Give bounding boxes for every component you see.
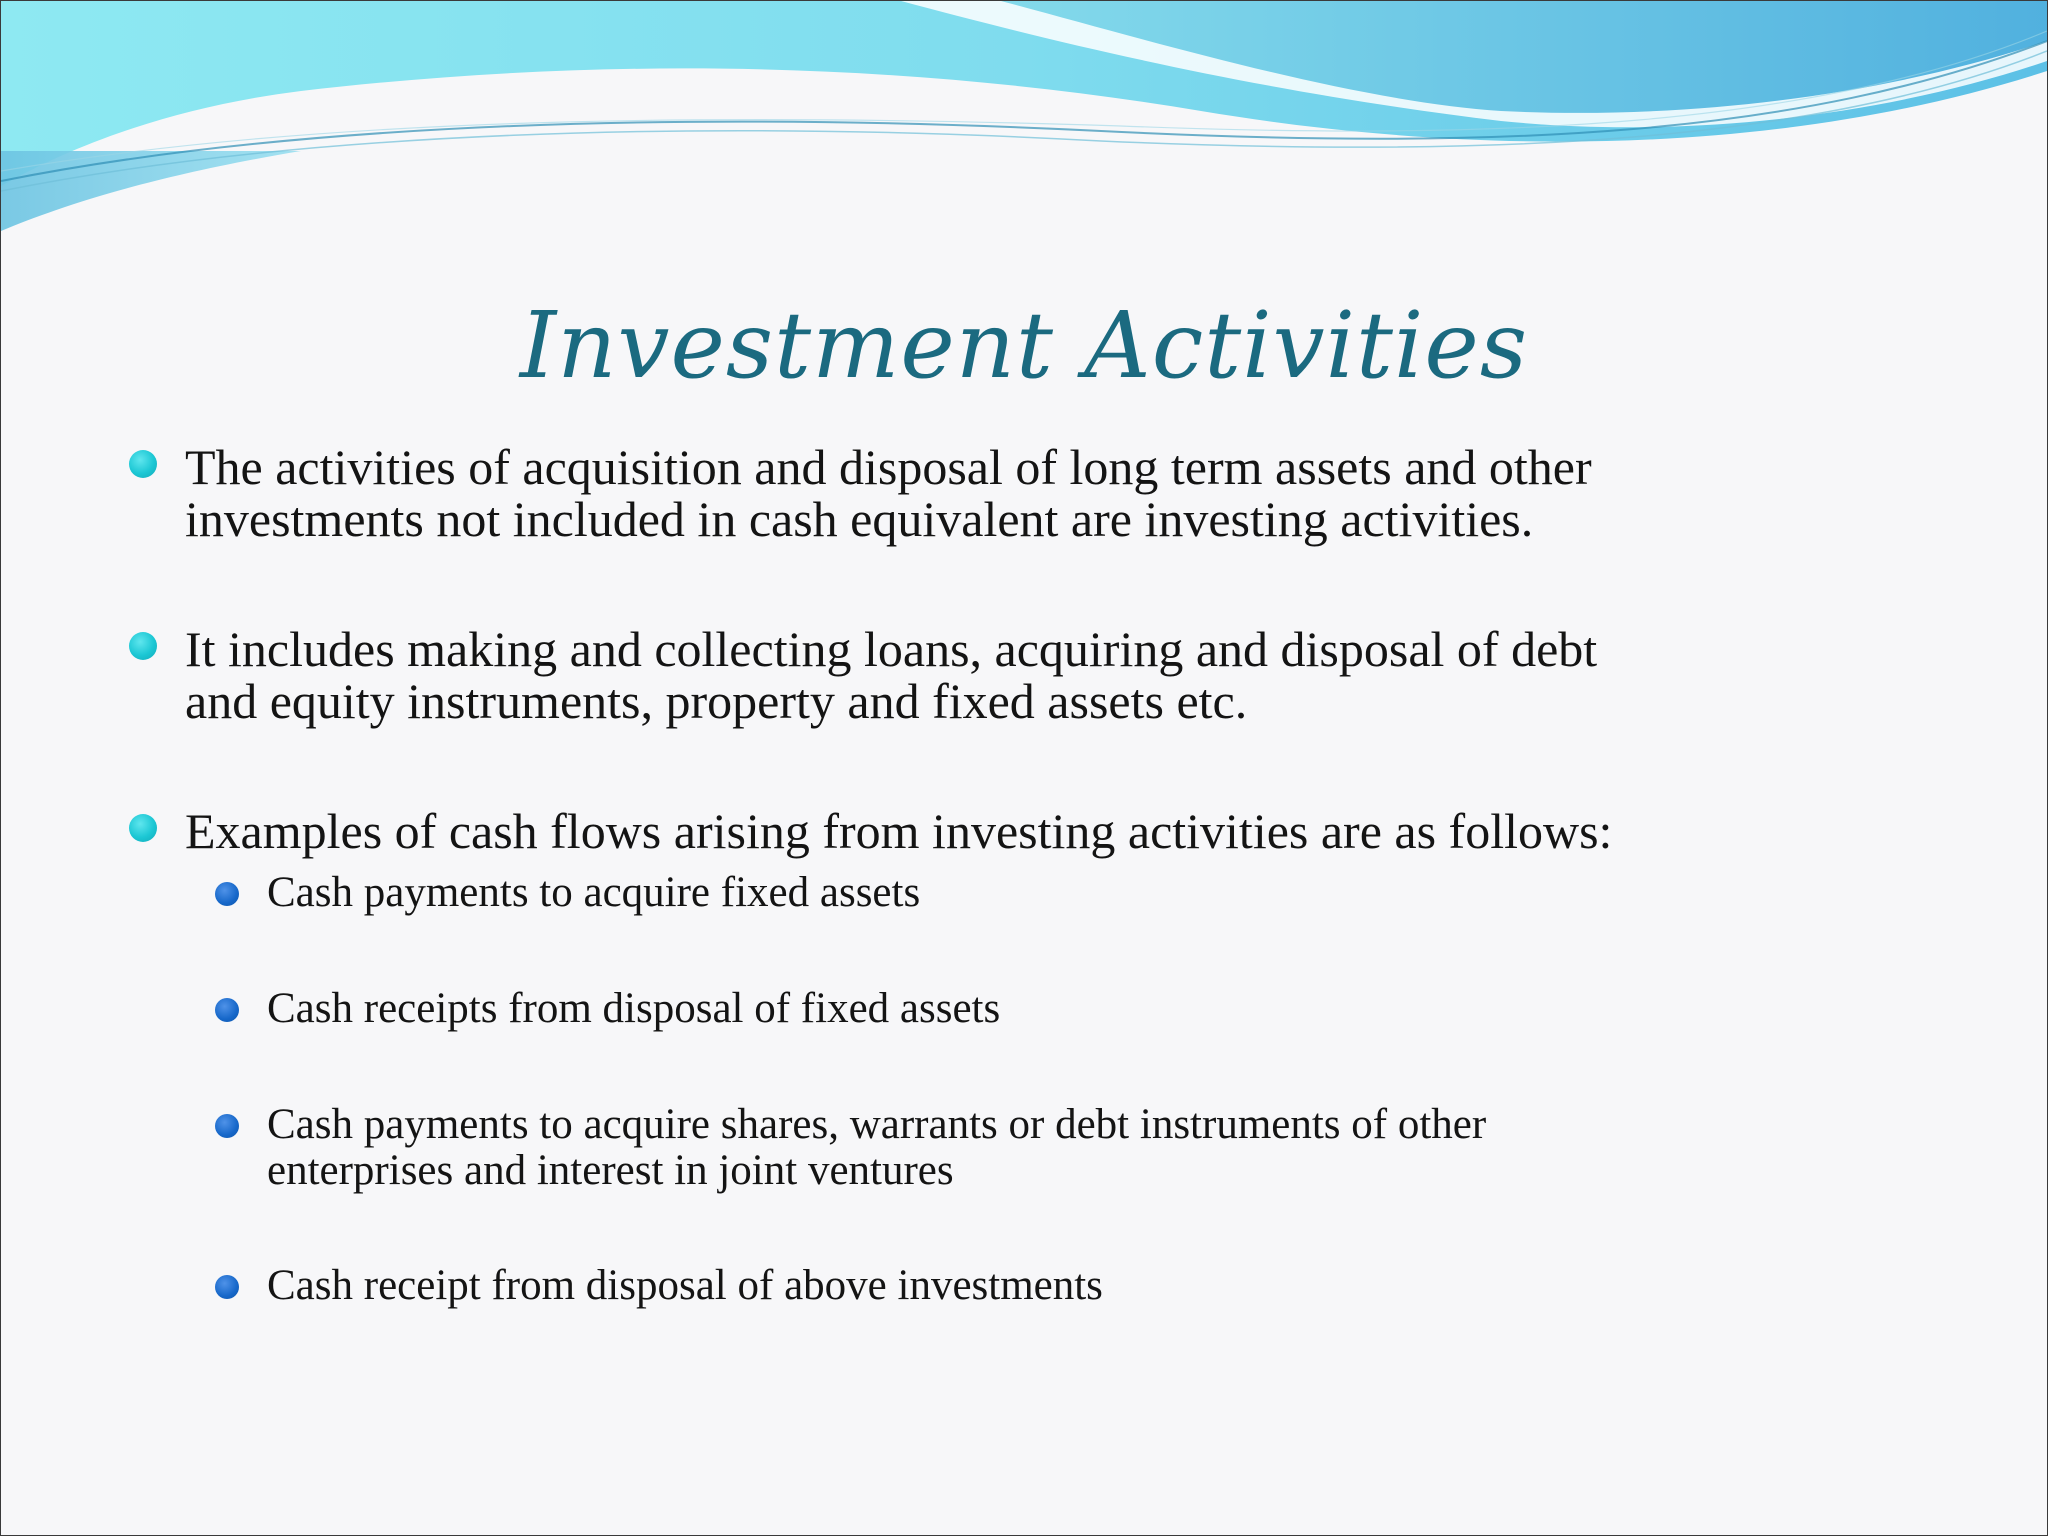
bullet-text-line: The activities of acquisition and disposal of long term assets and other (185, 439, 1592, 495)
sub-bullet-icon (215, 998, 239, 1022)
sub-bullet-text-line: enterprises and interest in joint ventures (267, 1147, 954, 1194)
sub-bullet-text-line: Cash payments to acquire shares, warrants or debt instruments of other (267, 1101, 1487, 1148)
list-item (185, 623, 1885, 727)
bullet-text-line: Examples of cash flows arising from investing activities are as follows: (185, 803, 1613, 859)
slide-title: Investment Activities (519, 292, 1529, 399)
sub-bullet-text-line: Cash receipts from disposal of fixed assets (267, 985, 1001, 1032)
bullet-icon (129, 632, 157, 660)
bullet-icon (129, 814, 157, 842)
list-item (185, 441, 1885, 545)
sub-list-item (267, 870, 1887, 916)
sub-bullet-icon (215, 1114, 239, 1138)
bullet-text-line: investments not included in cash equivalent are investing activities. (185, 491, 1534, 547)
sub-list-item (267, 1102, 1887, 1194)
bullet-list (1, 1, 2047, 1535)
sub-list-item (267, 986, 1887, 1032)
sub-bullet-icon (215, 882, 239, 906)
sub-bullet-text-line: Cash receipt from disposal of above investments (267, 1262, 1103, 1309)
bullet-text-line: and equity instruments, property and fixed assets etc. (185, 673, 1248, 729)
sub-bullet-icon (215, 1275, 239, 1299)
list-item (185, 805, 1885, 857)
sub-list-item (267, 1263, 1887, 1309)
bullet-icon (129, 450, 157, 478)
sub-bullet-text-line: Cash payments to acquire fixed assets (267, 869, 921, 916)
bullet-text-line: It includes making and collecting loans, acquiring and disposal of debt (185, 621, 1598, 677)
